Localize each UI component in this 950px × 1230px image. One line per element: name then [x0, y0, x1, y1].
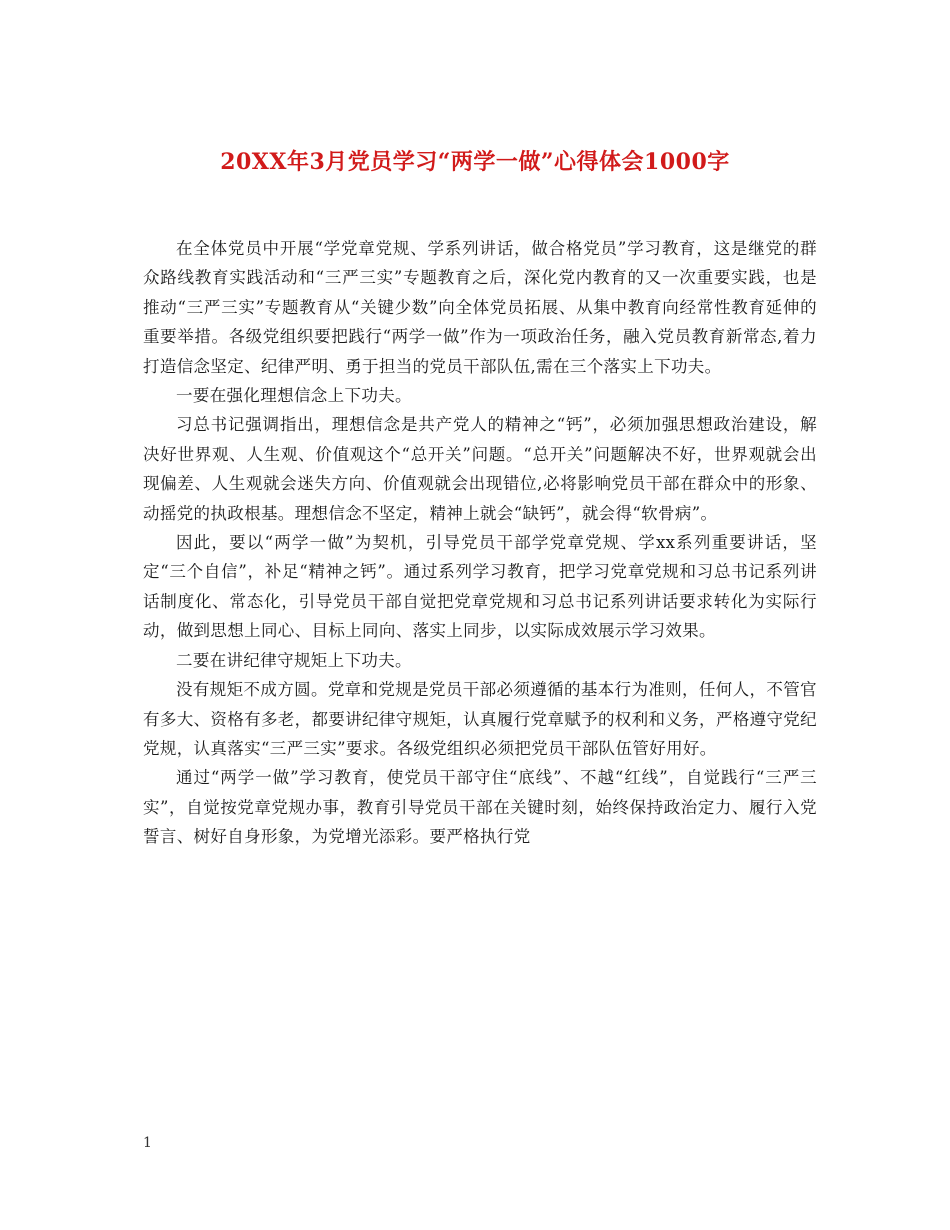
- document-title: 20XX年3月党员学习“两学一做”心得体会1000字: [220, 148, 730, 175]
- paragraph-4: 因此，要以“两学一做”为契机，引导党员干部学党章党规、学xx系列重要讲话，坚定“三个自信”，补足“精神之钙”。通过系列学习教育，把学习党章党规和习总书记系列讲话制度化、常态化，引导党员干部自觉把党章党规和习总书记系列讲话要求转化为实际行动，做到思想上同心、目标上同向、落实上同步，以实际成效展示学习效果。: [143, 533, 817, 641]
- paragraph-2-heading: 一要在强化理想信念上下功夫。: [176, 386, 412, 406]
- paragraph-7: 通过“两学一做”学习教育，使党员干部守住“底线”、不越“红线”，自觉践行“三严三实”，自觉按党章党规办事，教育引导党员干部在关键时刻，始终保持政治定力、履行入党誓言、树好自身形象，为党增光添彩。要严格执行党: [143, 768, 817, 847]
- page-number: 1: [143, 1135, 152, 1151]
- paragraph-6: 没有规矩不成方圆。党章和党规是党员干部必须遵循的基本行为准则，任何人，不管官有多大、资格有多老，都要讲纪律守规矩，认真履行党章赋予的权利和义务，严格遵守党纪党规，认真落实“三严三实”要求。各级党组织必须把党员干部队伍管好用好。: [143, 680, 817, 758]
- paragraph-1: 在全体党员中开展“学党章党规、学系列讲话，做合格党员”学习教育，这是继党的群众路线教育实践活动和“三严三实”专题教育之后，深化党内教育的又一次重要实践，也是推动“三严三实”专题教育从“关键少数”向全体党员拓展、从集中教育向经常性教育延伸的重要举措。各级党组织要把践行“两学一做”作为一项政治任务，融入党员教育新常态,着力打造信念坚定、纪律严明、勇于担当的党员干部队伍,需在三个落实上下功夫。: [143, 239, 817, 376]
- paragraph-5-heading: 二要在讲纪律守规矩上下功夫。: [176, 650, 412, 670]
- paragraph-3: 习总书记强调指出，理想信念是共产党人的精神之“钙”，必须加强思想政治建设，解决好世界观、人生观、价值观这个“总开关”问题。“总开关”问题解决不好，世界观就会出现偏差、人生观就会迷失方向、价值观就会出现错位,必将影响党员干部在群众中的形象、动摇党的执政根基。理想信念不坚定，精神上就会“缺钙”，就会得“软骨病”。: [143, 415, 817, 523]
- document-body: [143, 234, 817, 852]
